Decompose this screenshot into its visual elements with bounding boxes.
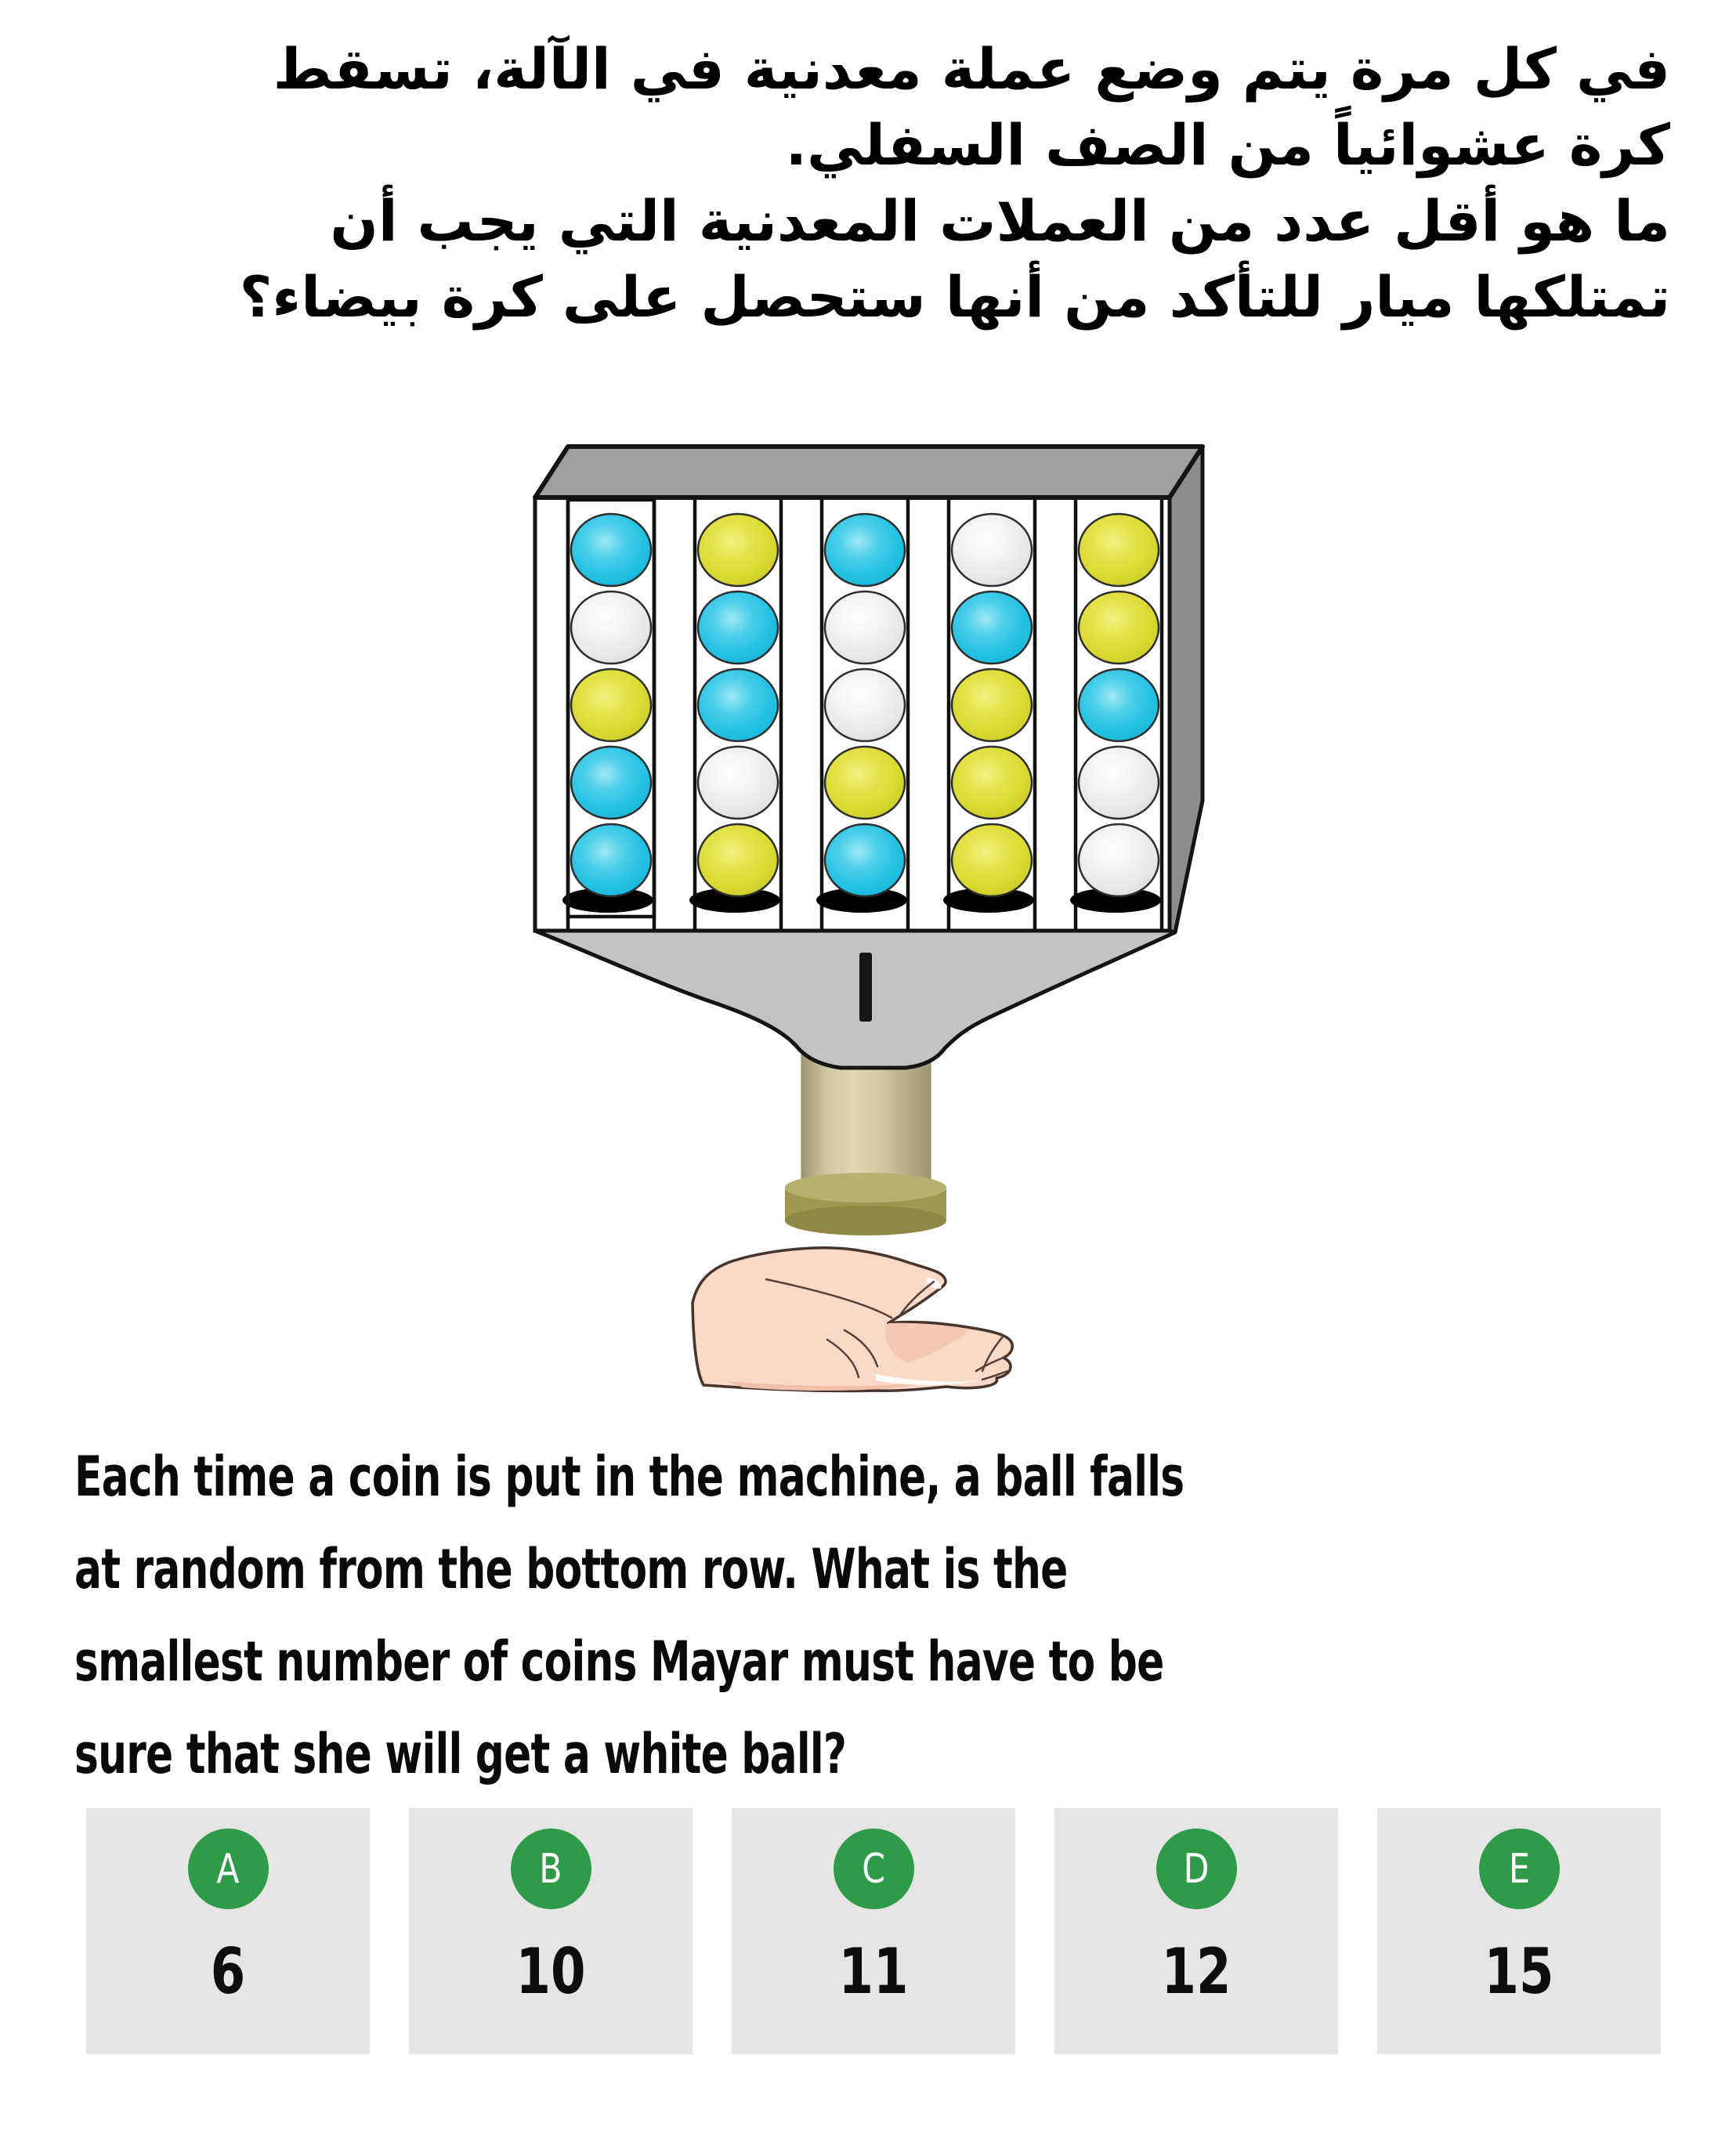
ball-white <box>571 591 651 664</box>
machine-funnel <box>535 931 1175 1068</box>
ball-yellow <box>952 824 1032 896</box>
ball-yellow <box>1079 514 1159 586</box>
ball-yellow <box>698 514 778 586</box>
english-line-2: at random from the bottom row. What is the <box>74 1537 1068 1601</box>
option-c-value: 11 <box>838 1935 909 2008</box>
ball-cyan <box>952 591 1032 664</box>
option-a-value: 6 <box>210 1935 246 2008</box>
option-d-letter: D <box>1183 1845 1210 1893</box>
option-d[interactable] <box>1054 1808 1338 2054</box>
ball-yellow <box>825 747 905 819</box>
ball-cyan <box>825 824 905 896</box>
ball-white <box>952 514 1032 586</box>
ball-white <box>698 747 778 819</box>
option-b[interactable] <box>409 1808 693 2054</box>
ball-white <box>1079 824 1159 896</box>
hand-illustration <box>693 1248 1012 1391</box>
option-b-value: 10 <box>515 1935 586 2008</box>
ball-cyan <box>571 514 651 586</box>
english-line-4: sure that she will get a white ball? <box>74 1722 847 1786</box>
machine-top-face <box>535 447 1203 497</box>
option-e-badge <box>1479 1828 1560 1909</box>
option-a[interactable] <box>86 1808 370 2054</box>
ball-yellow <box>571 669 651 741</box>
ball-cyan <box>698 591 778 664</box>
machine-side-face <box>1170 447 1203 932</box>
option-e[interactable] <box>1377 1808 1661 2054</box>
machine-svg <box>508 437 1228 1416</box>
coin-slot <box>859 953 872 1022</box>
arabic-line-4: تمتلكها ميار للتأكد من أنها ستحصل على كرة بيضاء؟ <box>239 264 1670 330</box>
stand-base <box>785 1173 946 1235</box>
english-line-3: smallest number of coins Mayar must have to be <box>74 1630 1164 1694</box>
arabic-line-3: ما هو أقل عدد من العملات المعدنية التي يجب أن <box>330 188 1670 254</box>
ball-yellow <box>1079 591 1159 664</box>
option-a-letter: A <box>216 1845 240 1893</box>
english-line-1: Each time a coin is put in the machine, a ball falls <box>74 1445 1184 1509</box>
option-e-value: 15 <box>1484 1935 1554 2008</box>
option-d-badge <box>1156 1828 1237 1909</box>
ball-white <box>1079 747 1159 819</box>
ball-yellow <box>952 747 1032 819</box>
ball-cyan <box>1079 669 1159 741</box>
machine-illustration <box>508 437 1228 1416</box>
ball-yellow <box>698 824 778 896</box>
option-e-letter: E <box>1508 1845 1530 1893</box>
ball-cyan <box>571 747 651 819</box>
option-c-badge <box>834 1828 914 1909</box>
ball-white <box>825 591 905 664</box>
option-b-letter: B <box>539 1845 562 1893</box>
ball-yellow <box>952 669 1032 741</box>
arabic-line-2: كرة عشوائياً من الصف السفلي. <box>785 112 1670 178</box>
arabic-line-1: في كل مرة يتم وضع عملة معدنية في الآلة، تسقط <box>273 36 1670 102</box>
ball-cyan <box>698 669 778 741</box>
ball-cyan <box>571 824 651 896</box>
ball-white <box>825 669 905 741</box>
option-c-letter: C <box>862 1845 885 1893</box>
question-text-arabic <box>66 31 1670 335</box>
question-text-english <box>74 1431 1184 1800</box>
option-b-badge <box>511 1828 591 1909</box>
option-c[interactable] <box>732 1808 1015 2054</box>
option-d-value: 12 <box>1161 1935 1231 2008</box>
hand-shape <box>693 1248 1012 1391</box>
ball-cyan <box>825 514 905 586</box>
option-a-badge <box>188 1828 269 1909</box>
